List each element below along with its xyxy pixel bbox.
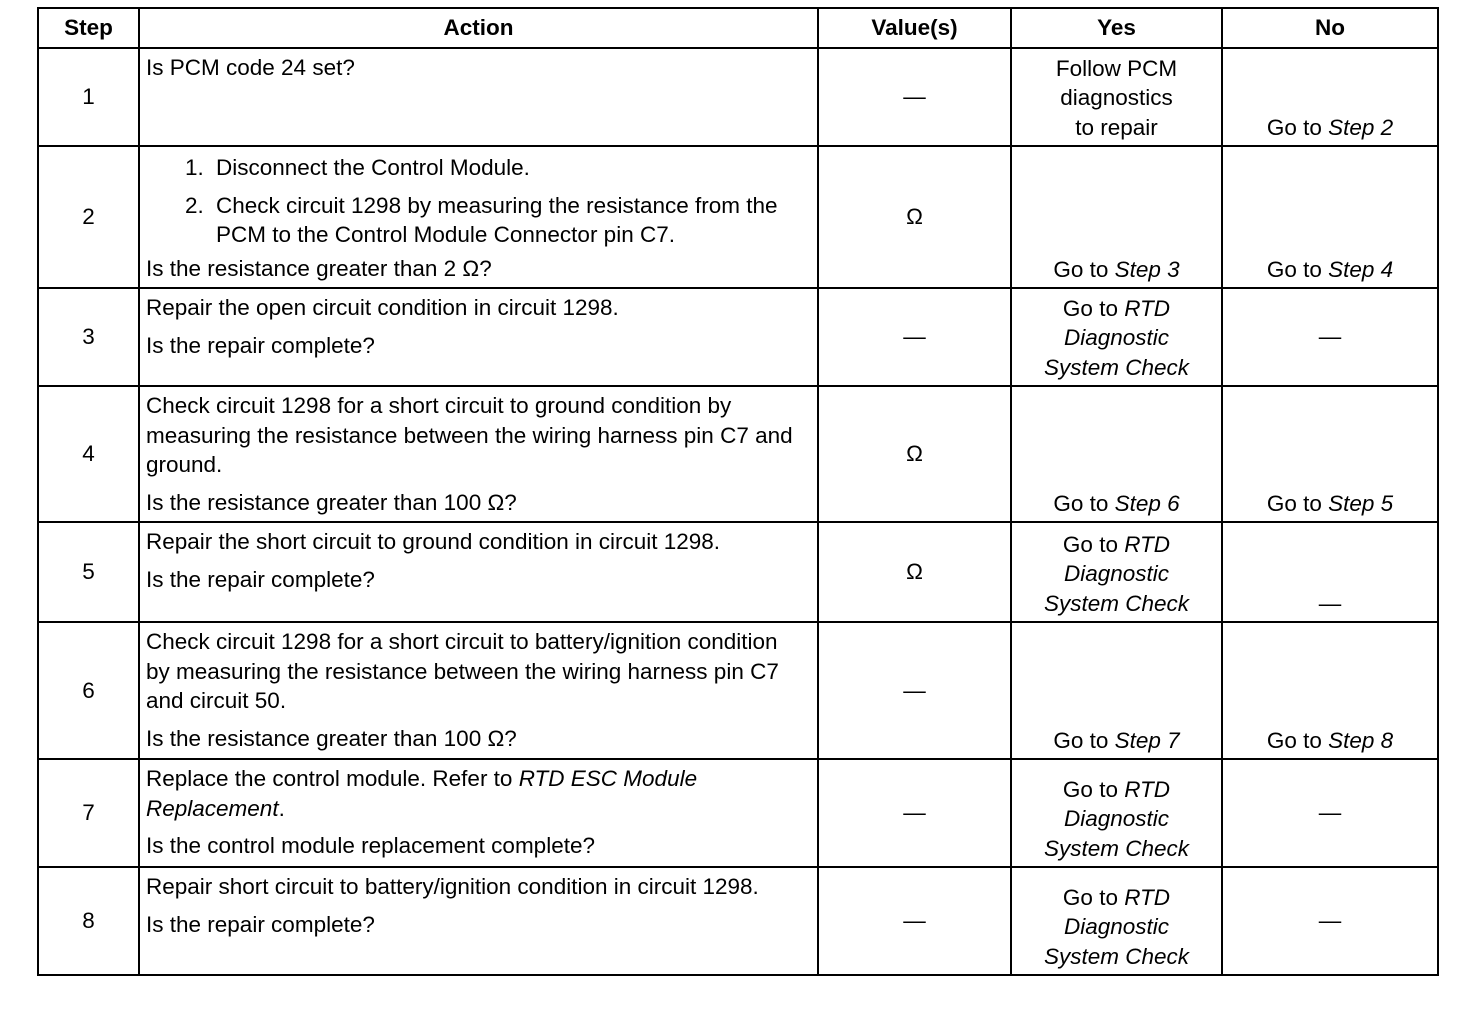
action-question: Is the repair complete? xyxy=(146,332,375,358)
action-steps-list xyxy=(146,153,807,250)
action-text: Repair the open circuit condition in circuit 1298. xyxy=(146,295,619,320)
value-cell: — xyxy=(818,288,1011,386)
action-cell xyxy=(139,759,818,867)
yes-ref-line: RTD xyxy=(1124,776,1171,802)
table-row-step-6 xyxy=(38,622,1438,759)
no-cell xyxy=(1222,146,1438,288)
no-cell xyxy=(1222,622,1438,759)
yes-prefix: Go to xyxy=(1062,884,1118,910)
action-reference: RTD ESC Module Replacement xyxy=(146,766,698,821)
yes-step-ref: Step 3 xyxy=(1114,256,1180,282)
yes-ref-line: Diagnostic xyxy=(1063,325,1170,350)
action-text: Is PCM code 24 set? xyxy=(146,55,355,80)
yes-ref-line: Diagnostic xyxy=(1063,561,1170,586)
value-cell: Ω xyxy=(818,146,1011,288)
action-list-item: 2. Check circuit 1298 by measuring the resistance from the PCM to the Control Module Connector pin C7. xyxy=(210,191,807,250)
table-row-step-5 xyxy=(38,522,1438,622)
step-number: 1 xyxy=(38,48,139,146)
value-cell: — xyxy=(818,622,1011,759)
no-step-ref: Step 4 xyxy=(1328,256,1394,282)
table-row-step-4 xyxy=(38,386,1438,522)
yes-cell xyxy=(1011,386,1222,522)
yes-cell xyxy=(1011,867,1222,975)
no-cell: — xyxy=(1222,867,1438,975)
yes-prefix: Go to xyxy=(1062,295,1118,321)
header-values: Value(s) xyxy=(818,8,1011,48)
yes-cell xyxy=(1011,522,1222,622)
step-number: 4 xyxy=(38,386,139,522)
no-prefix: Go to xyxy=(1266,727,1322,753)
action-text: Repair short circuit to battery/ignition condition in circuit 1298. xyxy=(146,874,759,899)
value-cell: Ω xyxy=(818,522,1011,622)
no-cell xyxy=(1222,48,1438,146)
step-number: 5 xyxy=(38,522,139,622)
no-prefix: Go to xyxy=(1266,490,1322,516)
no-cell: — xyxy=(1222,288,1438,386)
action-cell xyxy=(139,522,818,622)
action-question: Is the resistance greater than 100 Ω? xyxy=(146,489,517,515)
yes-cell xyxy=(1011,622,1222,759)
yes-step-ref: Step 6 xyxy=(1114,490,1180,516)
step-number: 6 xyxy=(38,622,139,759)
step-number: 2 xyxy=(38,146,139,288)
yes-line: to repair xyxy=(1075,114,1158,140)
action-question: Is the control module replacement complete? xyxy=(146,833,595,858)
table-header-row xyxy=(38,8,1438,48)
value-cell: — xyxy=(818,48,1011,146)
yes-prefix: Go to xyxy=(1062,531,1118,557)
step-number: 8 xyxy=(38,867,139,975)
yes-prefix: Go to xyxy=(1053,256,1109,282)
header-step: Step xyxy=(38,8,139,48)
action-text: Check circuit 1298 for a short circuit to ground condition by measuring the resistance between the wiring harness pin C7 and ground. xyxy=(146,393,793,477)
no-cell xyxy=(1222,386,1438,522)
header-yes: Yes xyxy=(1011,8,1222,48)
yes-ref-line: Diagnostic xyxy=(1063,914,1170,939)
no-step-ref: Step 5 xyxy=(1328,490,1394,516)
value-cell: — xyxy=(818,759,1011,867)
action-cell xyxy=(139,867,818,975)
action-cell xyxy=(139,146,818,288)
action-question: Is the repair complete? xyxy=(146,566,375,592)
header-action: Action xyxy=(139,8,818,48)
yes-ref-line: System Check xyxy=(1043,354,1190,380)
step-number: 7 xyxy=(38,759,139,867)
no-step-ref: Step 2 xyxy=(1328,114,1394,140)
yes-ref-line: RTD xyxy=(1124,531,1171,557)
action-question: Is the repair complete? xyxy=(146,911,375,937)
action-question: Is the resistance greater than 100 Ω? xyxy=(146,725,517,751)
action-cell xyxy=(139,288,818,386)
yes-line: diagnostics xyxy=(1060,85,1173,110)
yes-cell xyxy=(1011,288,1222,386)
action-question: Is the resistance greater than 2 Ω? xyxy=(146,255,492,281)
yes-prefix: Go to xyxy=(1053,727,1109,753)
yes-line: Follow PCM xyxy=(1055,55,1178,81)
action-cell xyxy=(139,622,818,759)
yes-ref-line: Diagnostic xyxy=(1063,806,1170,831)
yes-prefix: Go to xyxy=(1053,490,1109,516)
header-no: No xyxy=(1222,8,1438,48)
yes-prefix: Go to xyxy=(1062,776,1118,802)
action-cell xyxy=(139,386,818,522)
no-prefix: Go to xyxy=(1266,114,1322,140)
action-text: Check circuit 1298 for a short circuit to battery/ignition condition by measuring the resistance between the wiring harness pin C7 and circuit 50. xyxy=(146,629,779,713)
value-cell: — xyxy=(818,867,1011,975)
table-row-step-7 xyxy=(38,759,1438,867)
no-prefix: Go to xyxy=(1266,256,1322,282)
value-cell: Ω xyxy=(818,386,1011,522)
table-row-step-3 xyxy=(38,288,1438,386)
table-row-step-8 xyxy=(38,867,1438,975)
no-cell: — xyxy=(1222,759,1438,867)
yes-step-ref: Step 7 xyxy=(1114,727,1180,753)
action-suffix: . xyxy=(278,795,285,821)
action-list-item: 1. Disconnect the Control Module. xyxy=(210,153,807,183)
action-cell xyxy=(139,48,818,146)
table-row-step-2 xyxy=(38,146,1438,288)
yes-cell xyxy=(1011,146,1222,288)
no-cell: — xyxy=(1222,522,1438,622)
no-step-ref: Step 8 xyxy=(1328,727,1394,753)
yes-ref-line: RTD xyxy=(1124,295,1171,321)
action-text: Replace the control module. Refer to xyxy=(146,766,519,791)
yes-ref-line: System Check xyxy=(1043,943,1190,969)
diagnostic-table xyxy=(37,7,1439,976)
step-number: 3 xyxy=(38,288,139,386)
yes-cell xyxy=(1011,759,1222,867)
yes-ref-line: System Check xyxy=(1043,590,1190,616)
table-row-step-1 xyxy=(38,48,1438,146)
action-text: Repair the short circuit to ground condition in circuit 1298. xyxy=(146,529,721,554)
yes-ref-line: RTD xyxy=(1124,884,1171,910)
yes-ref-line: System Check xyxy=(1043,835,1190,861)
yes-cell xyxy=(1011,48,1222,146)
